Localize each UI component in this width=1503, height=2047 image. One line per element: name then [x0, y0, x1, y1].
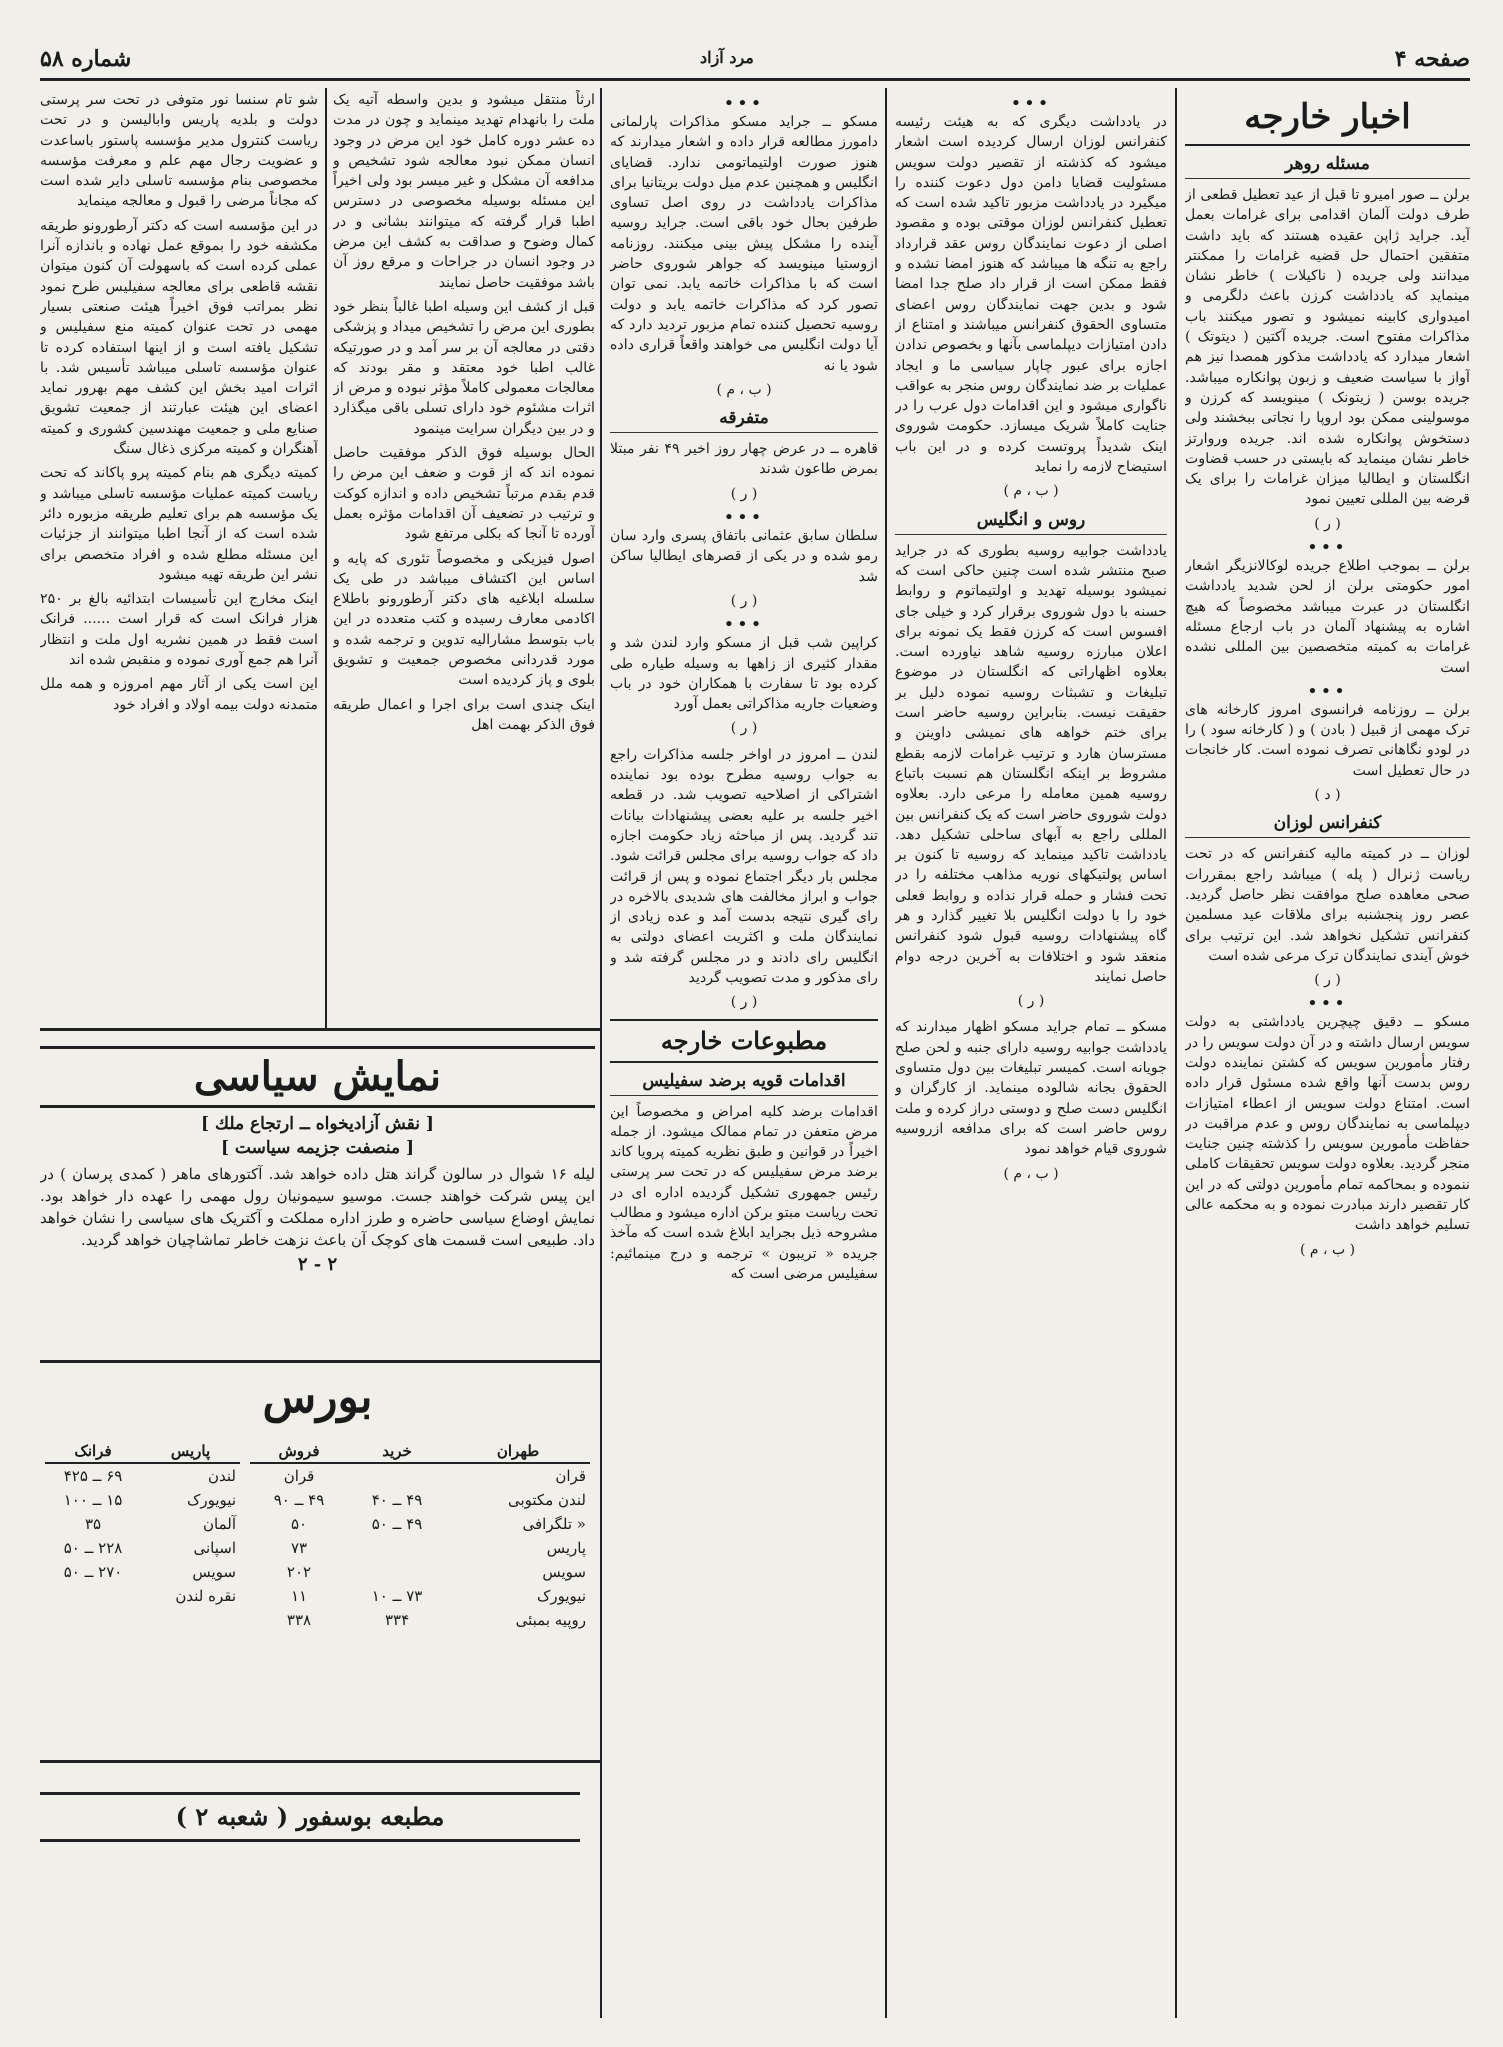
play-index: ۲ - ۲	[297, 1253, 338, 1275]
cell-buy	[348, 1463, 446, 1488]
article-paragraph: سلطان سابق عثمانی باتفاق پسری وارد سان رمو شده و در یکی از قصرهای ایطالیا ساکن شد	[610, 528, 878, 585]
cell-value: ۳۵	[84, 1515, 102, 1533]
cell-sell: ۵۰	[290, 1515, 308, 1533]
article-paragraph: قبل از کشف این وسیله اطبا غالباً بنظر خود بطوری این مرض را تشخیص میداد و پزشکی دقتی در معالجه آن بر سر آمد و در صورتیکه غالب اطبا خود معتقد و مقر بودند که معالجات معمولی کاملاً مؤثر نبوده و مرض از اثرات مشئوم خود دارای تسلی باقی میگذارد و در بین دیگران سرایت مینمود	[333, 298, 595, 437]
table-row	[45, 1536, 240, 1560]
cell-label: نیویورک	[186, 1491, 236, 1509]
article-source: ( ب ، م )	[1003, 483, 1059, 500]
col-header-sell: فروش	[250, 1440, 348, 1463]
column-rule	[1175, 88, 1177, 2018]
section-title-foreign-news: اخبار خارجه	[1185, 94, 1470, 146]
cell-sell: ۷۳	[290, 1539, 308, 1557]
cell-sell: ۱۱	[290, 1587, 308, 1605]
bourse-paris-table	[45, 1440, 240, 1608]
col-header-market: پاریس	[141, 1440, 240, 1463]
article-paragraph: ارثاً منتقل میشود و بدین واسطه آتیه یک ملت را بانهدام تهدید مینماید و چون در مدت ده عشر دوره کامل خود این مرض در وجود انسان ممکن نبود معالجه شود تشخیص و مدافعه آن مشکل و غیر میسر بود ولی اخیراً این مسئله بوسیله مخصوصی در دسترس اطبا قرار گرفته که میتوانند بشانی و در کمال وضوح و صداقت به کشف این مرض در وجود انسان در جراحات و مرقع روز آن باشد موفقیت حاصل نمایند	[333, 92, 595, 291]
separator-dots: •••	[723, 614, 765, 636]
article-paragraph: اصول فیزیکی و مخصوصاً تئوری که پایه و اساس این اکتشاف میباشد در طی یک سلسله ابلاغیه های دکتر آرطورونو باطلاع اکادمی معارف رسیده و کتب متعدده در این باب بتوسط مشارالیه تدوین و ترجمه شده و مورد قدردانی مخصوص جمعیت و تشویق بلوی و پاز کردیده است	[333, 550, 595, 689]
column-5	[40, 90, 318, 1020]
section-heading-lausanne: کنفرانس لوزان	[1185, 811, 1470, 838]
table-row	[250, 1512, 590, 1536]
separator-dots: •••	[1307, 537, 1348, 559]
separator-dots: •••	[723, 507, 765, 529]
article-source: ( ر )	[730, 485, 758, 502]
article-source: ( ر )	[1314, 515, 1341, 532]
article-paragraph: الحال بوسیله فوق الذکر موفقیت حاصل نموده اند که از قوت و ضعف این مرض را قدم بقدم مرتباً تشخیص داده و اندازه کوکت و ترتیب در تضعیف آن اقدامات مؤثره بعمل آورده تا آنجا که بکلی مرتفع شود	[333, 445, 595, 543]
cell-label: آلمان	[203, 1515, 236, 1533]
cell-sell: ۴۹ ــ ۹۰	[273, 1491, 325, 1509]
article-paragraph: مسکو ــ جراید مسکو مذاکرات پارلمانی دامورز مطالعه قرار داده و اشعار میدارند که هنوز صورت اولتیماتومی ندارد. قضایای انگلیس و همچنین عدم میل دولت بریتانیا برای مذاکرات یادداشت در روی اصل تساوی طرفین بحال خود باقی است. جراید روسیه آینده را مشکل پیش بینی میکنند. روزنامه ازوستیا مینویسد که جواهر شوروی حاضر است که با مذاکرات خاتمه یابد. نمی توان تصور کرد که مذاکرات خاتمه یابد و دولت روسیه تحصیل کننده تمام مزبور تردید دارد که آیا دولت انگلیس می خواهند واقعاً قراری داده شود یا نه	[610, 114, 878, 374]
article-paragraph: اینک چندی است برای اجرا و اعمال طریقه فوق الذکر بهمت اهل	[333, 696, 595, 733]
play-author-line: [ منصفت جزیمه سیاست ]	[220, 1138, 415, 1159]
play-title: نمایش سیاسی	[40, 1046, 595, 1108]
table-row	[250, 1463, 590, 1488]
column-2	[895, 90, 1167, 2020]
article-source: ( ر )	[730, 592, 758, 609]
cell-sell: ۳۳۸	[286, 1611, 312, 1629]
col-header-buy: خرید	[348, 1440, 446, 1463]
article-source: ( ر )	[730, 994, 758, 1011]
cell-label: نقره لندن	[175, 1587, 236, 1605]
column-rule	[885, 88, 887, 2018]
issue-label: شماره ۵۸	[40, 46, 132, 72]
separator-dots: •••	[1307, 993, 1348, 1015]
column-rule	[325, 88, 327, 1028]
cell-label: « تلگرافی	[522, 1515, 586, 1533]
article-paragraph: در این مؤسسه است که دکتر آرطورونو طریقه مکشفه خود را بموقع عمل نهاده و باندازه آنرا عملی کرده است که باسهولت آن کنون میتوان نقشه قاطعی برای معالجه سفیلیس طرح نمود نظر بمراتب فوق اخیراً هیئت صنعتی بسیار مهمی در تحت عنوان کمیته منع سفیلیس و تشکیل یافته است و از اینها استفاده کرده تا عنوان مؤسسه تاسلی میباشد تأسیس شد. با اثرات امید بخش این کشف مهم بهرور نماید اعضای این هیئت عبارتند از جمعیت تشویق صنایع ملی و جمعیت مهندسین کشوری و کمیته آهنگران و کمیته مرکزی ذغال سنگ	[40, 217, 318, 458]
cell-buy: ۴۹ ــ ۵۰	[371, 1515, 423, 1533]
cell-label: لندن مکتوبی	[507, 1491, 586, 1509]
cell-label: نیویورک	[536, 1587, 586, 1605]
article-paragraph: کمیته دیگری هم بنام کمیته پرو پاکاند که تحت ریاست کمیته عملیات مؤسسه تاسلی میباشد و یک مؤسسه هم برای تعلیم طریقه مزبوره دائر شده است که از آنجا اطبا میتوانند از جزئیات این مسئله مطلع شده و افراد متخصص برای نشر این طریقه تهیه میشود	[40, 465, 318, 583]
article-paragraph: اینک مخارج این تأسیسات ابتدائیه بالغ بر ۲۵۰ هزار فرانک است که قرار است ...... فرانک است فقط در همین نشریه اول ملت و انتظار آنرا هم جمع آوری نموده و منقبض شده اند	[40, 591, 318, 669]
cell-buy	[348, 1560, 446, 1584]
section-heading-ruhr: مسئله روهر	[1185, 152, 1470, 179]
article-source: ( ر )	[1017, 993, 1045, 1010]
cell-value	[45, 1584, 141, 1608]
cell-label: قران	[555, 1467, 586, 1485]
table-row	[45, 1584, 240, 1608]
play-subtitle: [ نقش آزادیخواه ــ ارتجاع ملك ]	[201, 1114, 434, 1134]
table-row	[250, 1584, 590, 1608]
cell-sell: ۲۰۲	[286, 1563, 312, 1581]
column-4	[333, 90, 595, 1020]
article-source: ( ر )	[730, 720, 758, 737]
table-row	[250, 1536, 590, 1560]
cell-buy: ۳۳۴	[384, 1611, 410, 1629]
article-paragraph: یادداشت جوابیه روسیه بطوری که در جراید صبح منتشر شده است چنین حاکی است که نمیشود بوسیله تهدید و اولتیماتوم و روابط حسنه با دول شوروی برقرار کرد و خیلی جای افسوس است که کرزن فقط یک نمونه برای اعلان مبارزه روسیه شاهد نیاورده است. بعلاوه اظهاراتی که انگلستان در موضوع تبلیغات و تشبثات روسیه نموده دلیل بر حقیقت نیست. بنابراین روسیه حاضر است برای ختم خواهه های نمیشی داوینن و مسترسان هارد و ترتیب غرامات لازمه بقطع مشروط بر اینکه انگلستان هم نسبت باتباع روسیه همین معامله را مرعی دارد. بعلاوه دولت شوروی حاضر است که یک کنفرانس بین المللی راجع به آبهای ساحلی تشکیل دهد. یادداشت تاکید مینماید که روسیه تا کنون بر اساس پولتیکهای نوریه مذاهب مختلفه را در تحت فشار و حمله قرار نداده و روابط فعلی خود را با دولت انگلیس بلا تغییر گذارد و هر گاه پیشنهادات روسیه قبول شود کنفرانس منعقد شود و اختلافات به آخرین درجه دوام حاصل نمایند	[895, 542, 1167, 985]
bourse-tehran-table	[250, 1440, 590, 1632]
article-paragraph: کراپین شب قبل از مسکو وارد لندن شد و مقدار کثیری از زاهها به وسیله طیاره طی کرده بود تا سفارت با همکاران خود در باب وضعیات جاریه مذاکراتی بعمل آورد	[610, 635, 878, 713]
play-announcement	[40, 1040, 595, 1360]
table-row	[45, 1512, 240, 1536]
article-paragraph: اقدامات برضد کلیه امراض و مخصوصاً این مرض متعفن در تمام ممالک میشود. از جمله اخیراً در قوانین و طبق نظریه کمیته پرویا کاند برضد مرض سفیلیس که در تحت سر پرستی رئیس جمهوری تشکیل گردیده اداره ای در تحت ریاست مبتو برکن اداره میشود و مطالب مشروحه ذیل بجراید ابلاغ شده است که مآخذ جریده « تریبون » ترجمه و درج مینمائیم: سفیلیس مرضی است که	[610, 1103, 878, 1282]
article-paragraph: برلن ــ صور امیرو تا قبل از عید تعطیل قطعی از طرف دولت آلمان اقدامی برای غرامات بعمل آید. جراید ژاپن عقیده هستند که باید داشت متفقین احتمال حل قضیه غرامات را ممکنتر میدانند ولی جریده ( ناکیلات ) خاطر نشان مینماید که یادداشت کرزن باعث دلگرمی و امیدواری کابینه نمیشود و تصور میکنند باب مذاکرات مفتوح است. جریده آکتین ( دیتوتک ) اشعار میدارد که یادداشت مذکور همصدا نیز هم آواز با سیاست ضعیف و زبون پوانکاره میباشد. جریده بوسن ( زیتونک ) مینویسد که کرزن و موسولینی ممکن بود اروپا را نجاتی ببخشند ولی دستخوش پوانکاره شده اند. جریده وروارتز خاطر نشان مینماید که بایستی در حسب قضاوت انگلستان و ایطالیا میزان غرامات را برای یک قرضه بین المللی تعیین نمود	[1185, 187, 1470, 508]
cell-label: پاریس	[546, 1539, 586, 1557]
article-paragraph: لوزان ــ در کمیته ماليه کنفرانس که در تحت ریاست ژنرال ( پله ) میباشد راجع بمقررات صحی معاهده صلح موافقت نظر حاصل گردید. عصر روز پنجشنبه برای ملاقات عید مسلمین کنفرانس تشکیل نخواهد شد. این ترتیب برای خوش آیندی نمایندگان ترک مرعی شده است	[1185, 846, 1470, 964]
section-title-foreign-press: مطبوعات خارجه	[610, 1019, 878, 1063]
section-heading-misc: متفرقه	[610, 406, 878, 433]
article-paragraph: مسکو ــ دقیق چیچرین یادداشتی به دولت سویس ارسال داشته و در آن دولت سویس را در رفتار مأمورین سویس که کشتن نماینده دولت روس بدست آنها واقع شده مسئول قرار داده است. امتناع دولت سویس از اعطاء امتیازات دیپلماسی به نمایندگان روس و عدم مراقبت در حفاظت مأمورین سویس را کذشته چنین جنایت منجر گردید. بعلاوه دولت سویس تحقیقات کاملی ننموده و بمحاکمه تمام مأمورین دولتی که در این کار تقصیر دارند مبادرت نموده و به محکمه عالی تسلیم خواهد داشت	[1185, 1014, 1470, 1234]
separator-dots: •••	[723, 93, 765, 114]
cell-label: سویس	[192, 1563, 236, 1581]
column-rule	[600, 88, 602, 2018]
section-rule	[40, 1028, 600, 1031]
column-3	[610, 90, 878, 2020]
table-row	[45, 1560, 240, 1584]
cell-label: سویس	[542, 1563, 586, 1581]
article-heading-syphilis: اقدامات قویه برضد سفیلیس	[610, 1069, 878, 1096]
article-source: ( ب ، م )	[1299, 1241, 1356, 1258]
cell-sell: قران	[283, 1467, 315, 1485]
cell-label: لندن	[208, 1467, 236, 1485]
cell-value: ۲۷۰ ــ ۵۰	[63, 1563, 123, 1581]
article-source: ( ب ، م )	[1003, 1165, 1059, 1182]
cell-value: ۲۲۸ ــ ۵۰	[63, 1539, 123, 1557]
separator-dots: •••	[1307, 680, 1348, 702]
article-paragraph: در یادداشت دیگری که به هیئت رئیسه کنفرانس لوزان ارسال کردیده است اشعار میشود که کذشته از تقصیر دولت سویس مسئولیت قضایا دامن دول دعوت کننده را میگیرد در یادداشت مزبور تاکید شده است که تعطیل کنفرانس لوزان موقتی بوده و مقصود اصلی از دعوت نمایندگان روس عقد قرارداد راجع به تنگه ها میباشد که هنوز امضا نشده و فقط ممکن است از قرار داد صلح جدا امضا شود و بدین جهت نمایندگان روس اعضای متساوی الحقوق کنفرانس میباشند و امتناع از دادن امتیازات دیپلماسی بآنها و بخصوص ندادن اجازه برای عبور چاپار سیاسی ما و ایجاد عملیات بر ضد نمایندگان روس منجر به عواقب ناگواری میشود و این اقدامات دول عرب را در جنایت کاملاً شریک میسازد. حکومت شوروی اینک شدیداً پروتست کرده و در این باب استیضاح لازمه را نماید	[895, 114, 1167, 476]
paper-name: مرد آزاد	[700, 48, 754, 67]
cell-label: روپیه بمبئی	[515, 1611, 586, 1629]
cell-value: ۱۵ ــ ۱۰۰	[63, 1491, 123, 1509]
masthead	[40, 42, 1470, 81]
article-source: ( ب ، م )	[716, 381, 772, 398]
table-row	[250, 1560, 590, 1584]
section-rule	[40, 1760, 600, 1763]
article-source: ( د )	[1314, 787, 1341, 804]
separator-dots: •••	[1010, 93, 1052, 114]
article-paragraph: قاهره ــ در عرض چهار روز اخیر ۴۹ نفر مبتلا بمرض طاعون شدند	[610, 441, 878, 478]
article-paragraph: لندن ــ امروز در اواخر جلسه مذاکرات راجع به جواب روسیه مطرح بوده بود نماینده اشتراکی از اصلاحیه تصویب شد. در قطعه اخیر جلسه بر علیه بعضی پیشنهادات بیانات تند گردید. پس از مباحثه زیاد حکومت اجازه داد که جواب روسیه برای مجلس قرائت شود. مجلس بار دیگر اجتماع نموده و پس از قرائت جواب و ابراز مخالفت های شدیدی بالاخره در رای گیری نتیجه بدست آمد و عده زیادی از نمایندگان ملت و اکثریت اعضای دولتی به انگلیس رای دادند و در مجلس گرفته شد و رای مذکور و مدت تصویب گردید	[610, 746, 878, 986]
bourse-title: بورس	[262, 1372, 373, 1423]
table-row	[45, 1488, 240, 1512]
article-paragraph: برلن ــ روزنامه فرانسوی امروز کارخانه های ترک مهمی از قبیل ( بادن ) و ( کارخانه سود ) را در لودو نگاهانی تصرف نموده است. کار خانجات در حال تعطیل است	[1185, 701, 1470, 779]
printer-credit: مطبعه بوسفور ( شعبه ۲ )	[40, 1792, 580, 1842]
cell-buy: ۷۳ ــ ۱۰	[371, 1587, 423, 1605]
cell-value: ۶۹ ــ ۴۲۵	[63, 1467, 123, 1485]
article-paragraph: برلن ــ بموجب اطلاع جریده لوکالانزیگر اشعار امور حکومتی برلن از لحن شدید یادداشت انگلستان در عبرت میباشد مخصوصاً که هیچ اشاره به پیشنهاد آلمان در باب ارجاع مسئله غرامات به کمیته متخصصین بین المللی نشده است	[1185, 558, 1470, 676]
article-paragraph: این است یکی از آثار مهم امروزه و همه ملل متمدنه دولت بیمه اولاد و افراد خود	[40, 676, 318, 713]
play-body: لیله ۱۶ شوال در سالون گراند هتل داده خواهد شد. آکتورهای ماهر ( کمدی پرسان ) در این پیس شرکت خواهند جست. موسیو سیمونیان رول مهمی را عهده دار خواهد بود. نمایش اوضاع سیاسی حاضره و طرز اداره مملکت و آکتریک های سیاسی را نشان خواهد داد. طبیعی است قسمت های کوچک آن باعث نزهت خاطر تماشاچیان خواهد گردید.	[40, 1164, 595, 1249]
page-label: صفحه ۴	[1394, 46, 1470, 72]
column-foreign-news	[1185, 90, 1470, 2020]
cell-label: اسپانی	[193, 1539, 236, 1557]
cell-buy	[348, 1536, 446, 1560]
section-heading-russia-england: روس و انگلیس	[895, 508, 1167, 535]
col-header-market: طهران	[446, 1440, 590, 1463]
cell-buy: ۴۹ ــ ۴۰	[371, 1491, 423, 1509]
col-header-franc: فرانک	[45, 1440, 141, 1463]
table-row	[45, 1463, 240, 1488]
table-row	[250, 1488, 590, 1512]
article-source: ( ر )	[1314, 972, 1341, 989]
table-row	[250, 1608, 590, 1632]
article-paragraph: شو تام سنسا نور متوفی در تحت سر پرستی دولت و بلدیه پاریس وابالیسن و در تحت ریاست کنترول مدیر مؤسسه پاستور باساعدت و عضویت رجال مهم علم و معرفت مؤسسه مخصوصی بنام مؤسسه تاسلی دایر شده است که مجاناً مرضی را قبول و معالجه مینماید	[40, 92, 318, 210]
article-paragraph: مسکو ــ تمام جراید مسکو اظهار میدارند که یادداشت جوابیه روسیه دارای جنبه و لحن صلح جویانه است. کمیسر تبلیغات بین دول متساوی الحقوق بجانه شالوده مینماید. از کارگران و انگلیس دست صلح و دوستی دراز کرده و ملت روس حاضر است که برای مدافعه ازروسیه شوروی قیام خواهد نمود	[895, 1019, 1167, 1158]
section-rule	[40, 1360, 600, 1363]
